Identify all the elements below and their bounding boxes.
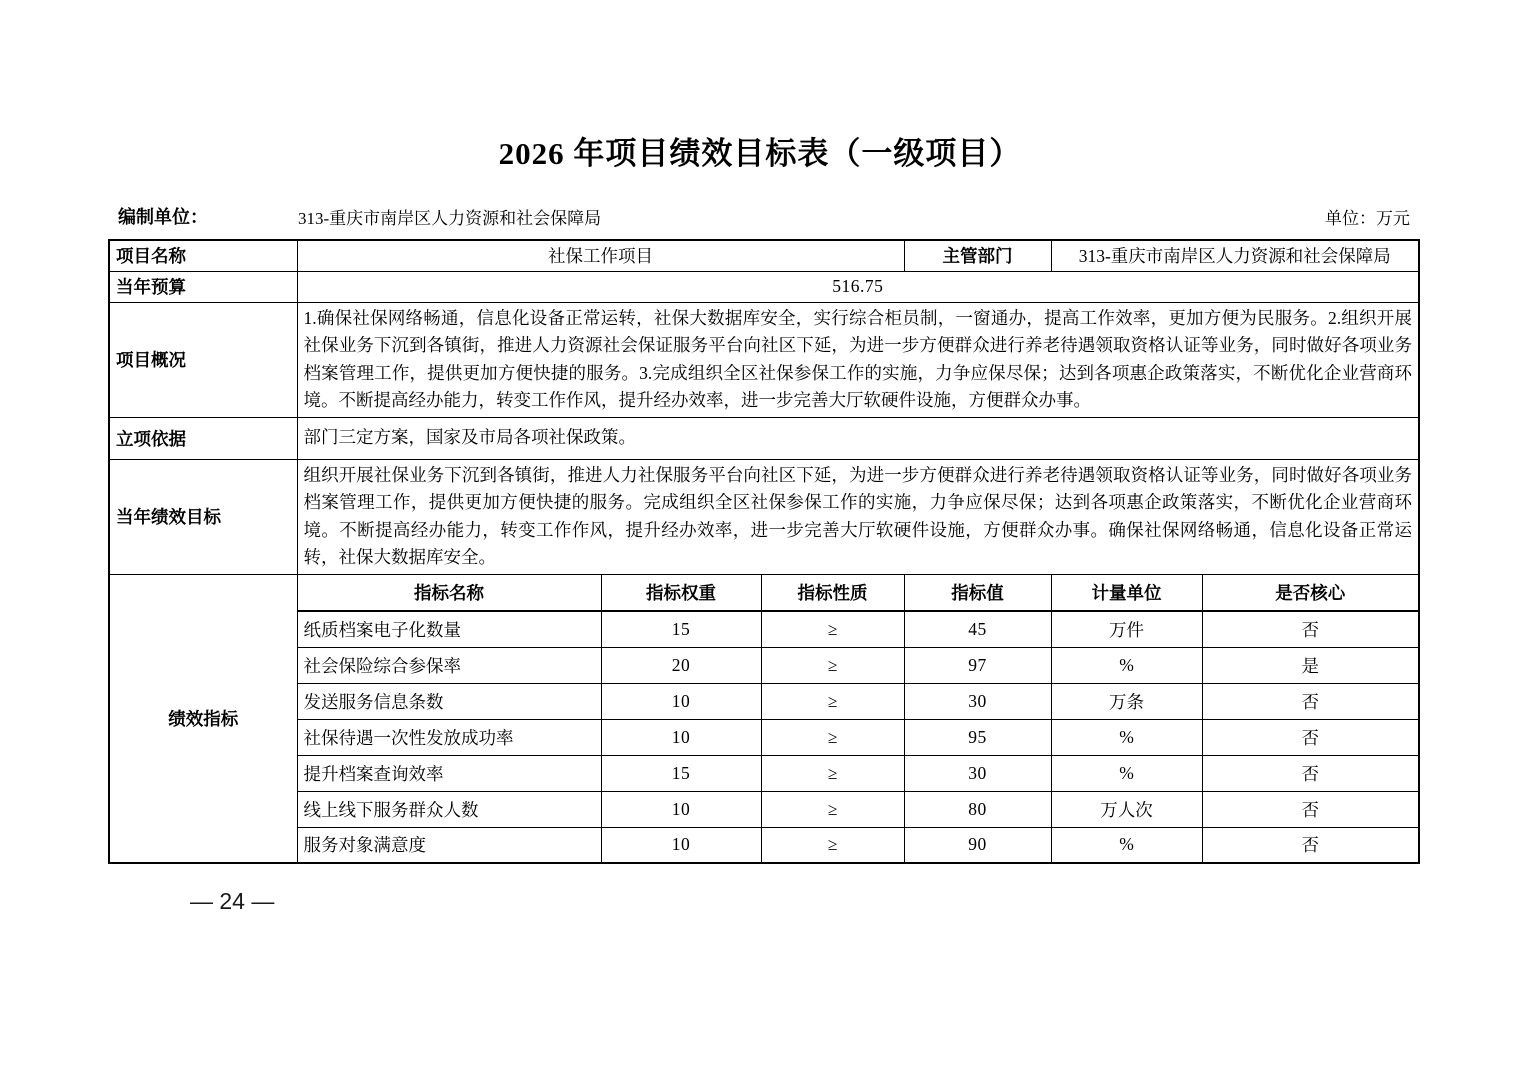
indicator-row xyxy=(109,611,1419,647)
indicator-header-value: 指标值 xyxy=(904,574,1051,611)
unit-note: 单位：万元 xyxy=(1325,209,1410,228)
indicator-row xyxy=(109,719,1419,755)
indicator-weight: 10 xyxy=(601,683,761,719)
indicator-core: 是 xyxy=(1202,647,1419,683)
indicator-weight: 15 xyxy=(601,755,761,791)
indicator-core: 否 xyxy=(1202,755,1419,791)
indicator-value: 80 xyxy=(904,791,1051,827)
indicator-row xyxy=(109,647,1419,683)
prepared-by-label: 编制单位： xyxy=(118,207,208,227)
indicator-header-unit: 计量单位 xyxy=(1051,574,1202,611)
indicator-weight: 10 xyxy=(601,719,761,755)
indicator-header-core: 是否核心 xyxy=(1202,574,1419,611)
indicator-row xyxy=(109,683,1419,719)
project-name-value: 社保工作项目 xyxy=(297,240,904,271)
goal-row xyxy=(109,459,1419,574)
overview-label: 项目概况 xyxy=(109,302,297,417)
dept-value: 313-重庆市南岸区人力资源和社会保障局 xyxy=(1051,240,1419,271)
basis-row xyxy=(109,417,1419,459)
indicator-unit: % xyxy=(1051,719,1202,755)
indicator-header-weight: 指标权重 xyxy=(601,574,761,611)
indicator-name: 纸质档案电子化数量 xyxy=(297,611,601,647)
indicator-header-name: 指标名称 xyxy=(297,574,601,611)
dept-label: 主管部门 xyxy=(904,240,1051,271)
indicator-header-nature: 指标性质 xyxy=(761,574,904,611)
goal-value: 组织开展社保业务下沉到各镇街，推进人力社保服务平台向社区下延，为进一步方便群众进行养老待遇领取资格认证等业务，同时做好各项业务档案管理工作，提供更加方便快捷的服务。完成组织全区社保参保工作的实施，力争应保尽保；达到各项惠企政策落实，不断优化企业营商环境。不断提高经办能力，转变工作作风，提升经办效率，进一步完善大厅软硬件设施，方便群众办事。确保社保网络畅通，信息化设备正常运转，社保大数据库安全。 xyxy=(297,459,1419,574)
indicator-unit: 万条 xyxy=(1051,683,1202,719)
indicator-nature: ≥ xyxy=(761,683,904,719)
page-title: 2026 年项目绩效目标表（一级项目） xyxy=(498,136,1022,171)
indicator-core: 否 xyxy=(1202,791,1419,827)
overview-value: 1.确保社保网络畅通，信息化设备正常运转，社保大数据库安全，实行综合柜员制，一窗通办，提高工作效率，更加方便为民服务。2.组织开展社保业务下沉到各镇街，推进人力资源社会保证服务平台向社区下延，为进一步方便群众进行养老待遇领取资格认证等业务，同时做好各项业务档案管理工作，提供更加方便快捷的服务。3.完成组织全区社保参保工作的实施，力争应保尽保；达到各项惠企政策落实，不断优化企业营商环境。不断提高经办能力，转变工作作风，提升经办效率，进一步完善大厅软硬件设施，方便群众办事。 xyxy=(297,302,1419,417)
indicator-core: 否 xyxy=(1202,611,1419,647)
budget-row xyxy=(109,271,1419,302)
indicator-nature: ≥ xyxy=(761,755,904,791)
budget-value: 516.75 xyxy=(297,271,1419,302)
indicator-value: 30 xyxy=(904,683,1051,719)
indicators-label: 绩效指标 xyxy=(109,574,297,863)
indicator-name: 服务对象满意度 xyxy=(297,827,601,863)
indicator-weight: 10 xyxy=(601,827,761,863)
indicator-weight: 10 xyxy=(601,791,761,827)
prepared-by-value: 313-重庆市南岸区人力资源和社会保障局 xyxy=(298,209,602,228)
indicator-weight: 15 xyxy=(601,611,761,647)
indicator-nature: ≥ xyxy=(761,719,904,755)
indicator-unit: % xyxy=(1051,755,1202,791)
indicator-name: 线上线下服务群众人数 xyxy=(297,791,601,827)
indicator-value: 95 xyxy=(904,719,1051,755)
indicator-name: 社保待遇一次性发放成功率 xyxy=(297,719,601,755)
goal-label: 当年绩效目标 xyxy=(109,459,297,574)
indicator-name: 发送服务信息条数 xyxy=(297,683,601,719)
basis-label: 立项依据 xyxy=(109,417,297,459)
project-name-label: 项目名称 xyxy=(109,240,297,271)
indicator-value: 97 xyxy=(904,647,1051,683)
indicator-row xyxy=(109,755,1419,791)
meta-row xyxy=(118,203,1410,229)
indicator-unit: 万人次 xyxy=(1051,791,1202,827)
indicator-weight: 20 xyxy=(601,647,761,683)
indicator-nature: ≥ xyxy=(761,827,904,863)
indicator-value: 45 xyxy=(904,611,1051,647)
indicator-core: 否 xyxy=(1202,827,1419,863)
indicator-value: 90 xyxy=(904,827,1051,863)
indicator-nature: ≥ xyxy=(761,791,904,827)
indicator-name: 社会保险综合参保率 xyxy=(297,647,601,683)
indicator-row xyxy=(109,827,1419,863)
indicator-name: 提升档案查询效率 xyxy=(297,755,601,791)
overview-row xyxy=(109,302,1419,417)
indicator-value: 30 xyxy=(904,755,1051,791)
performance-target-table xyxy=(108,239,1420,864)
page-number: — 24 — xyxy=(190,888,275,914)
budget-label: 当年预算 xyxy=(109,271,297,302)
indicator-core: 否 xyxy=(1202,683,1419,719)
indicator-unit: 万件 xyxy=(1051,611,1202,647)
indicator-unit: % xyxy=(1051,647,1202,683)
indicator-core: 否 xyxy=(1202,719,1419,755)
indicator-nature: ≥ xyxy=(761,647,904,683)
indicator-header-row xyxy=(109,574,1419,611)
project-name-row xyxy=(109,240,1419,271)
indicator-unit: % xyxy=(1051,827,1202,863)
indicator-row xyxy=(109,791,1419,827)
indicator-nature: ≥ xyxy=(761,611,904,647)
basis-value: 部门三定方案，国家及市局各项社保政策。 xyxy=(297,417,1419,459)
